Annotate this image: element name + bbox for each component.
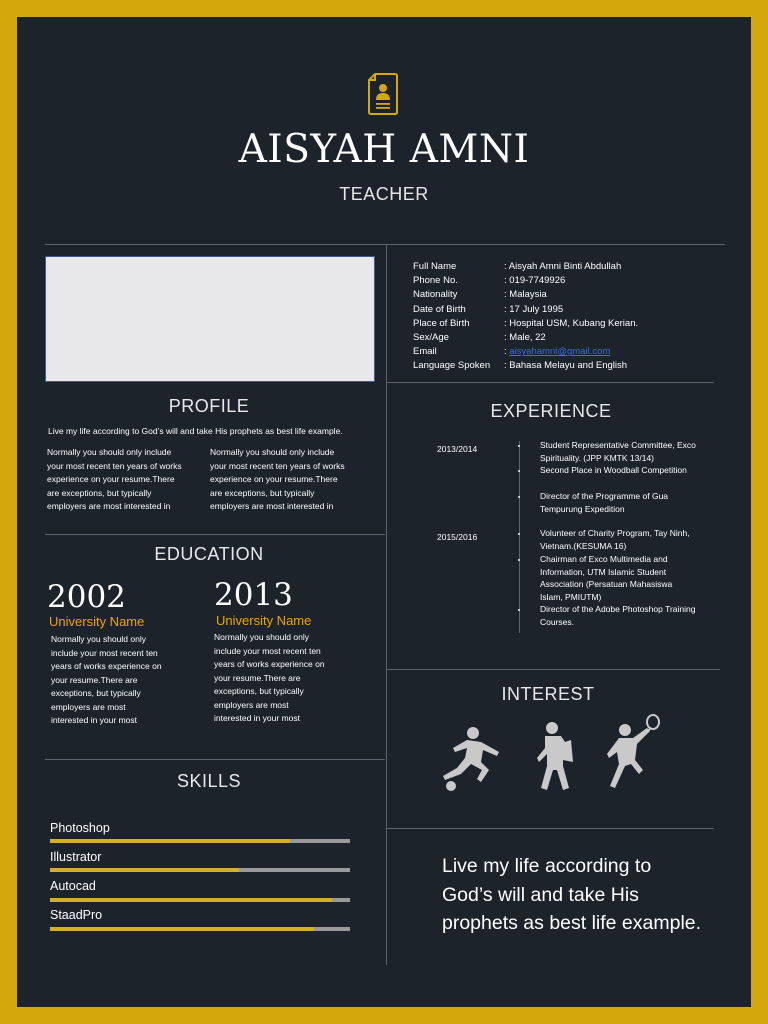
life-motto-quote: Live my life according to God’s will and take His prophets as best life example. [442, 855, 702, 934]
info-row: Language Spoken : Bahasa Melayu and English [413, 360, 628, 372]
info-row: Phone No. : 019-7749926 [413, 275, 566, 287]
skill-label: Autocad [50, 879, 96, 893]
interest-heading: INTEREST [501, 684, 595, 704]
profile-text-col2: Normally you should only include your most recent ten years of works experience on your resume.There are exceptions, but typically employers are most interested in [210, 447, 345, 511]
skills-heading: SKILLS [176, 771, 242, 791]
experience-year: 2015/2016 [437, 532, 478, 542]
info-row: Nationality : Malaysia [413, 289, 547, 301]
experience-item: Chairman of Exco Multimedia and Information, UTM Islamic Student Association (Persatuan Mahasiswa Islam, PMIUTM) [540, 554, 673, 602]
profile-heading: PROFILE [168, 396, 250, 416]
hiker-icon [535, 720, 577, 792]
info-divider [386, 382, 714, 383]
university-name: University Name [49, 614, 145, 629]
experience-year: 2013/2014 [437, 444, 478, 454]
tennis-player-icon [605, 714, 661, 792]
info-row: Full Name : Aisyah Amni Binti Abdullah [413, 261, 622, 272]
education-divider [45, 759, 385, 760]
profile-divider [45, 534, 385, 535]
skill-bar-fill [50, 839, 290, 843]
info-row: Place of Birth : Hospital USM, Kubang Kerian. [413, 317, 639, 329]
experience-divider [386, 669, 720, 670]
skill-bar [50, 927, 350, 931]
skill-label: StaadPro [50, 908, 103, 922]
education-description: Normally you should only include your most recent ten years of works experience on your resume.There are exceptions, but typically employers are most interested in your most [51, 634, 162, 725]
profile-photo-placeholder [45, 256, 375, 382]
interest-divider [386, 828, 714, 829]
skill-bar [50, 839, 350, 843]
profile-text-col1: Normally you should only include your most recent ten years of works experience on your resume.There are exceptions, but typically employers are most interested in [47, 447, 182, 511]
email-link[interactable]: aisyahamni@gmail.com [509, 346, 611, 358]
skill-bar [50, 868, 350, 872]
education-year: 2002 [47, 579, 126, 615]
university-name: University Name [216, 613, 312, 628]
skill-label: Illustrator [50, 850, 102, 864]
profile-tagline: Live my life according to God’s will and take His prophets as best life example. [48, 426, 343, 436]
info-row: Email : aisyahamni@gmail.com [413, 345, 638, 359]
info-row: Date of Birth : 17 July 1995 [413, 303, 564, 315]
skill-bar-fill [50, 927, 314, 931]
experience-item: Student Representative Committee, Exco Spirituality. (JPP KMTK 13/14) [540, 440, 696, 463]
personal-info [413, 260, 638, 374]
experience-item: Director of the Adobe Photoshop Training Courses. [540, 604, 696, 627]
skill-bar-fill [50, 898, 332, 902]
education-description: Normally you should only include your most recent ten years of works experience on your resume.There are exceptions, but typically employers are most interested in your most [214, 632, 325, 723]
skill-bar [50, 898, 350, 902]
experience-item: Director of the Programme of Gua Tempurung Expedition [540, 491, 669, 514]
education-year: 2013 [214, 577, 293, 613]
experience-item: Second Place in Woodball Competition [540, 465, 687, 475]
column-divider [386, 245, 387, 965]
experience-heading: EXPERIENCE [490, 401, 612, 421]
header-divider [45, 244, 725, 245]
job-title: TEACHER [339, 184, 429, 204]
resume-document-icon [367, 72, 399, 116]
resume-page [17, 17, 751, 1007]
skill-bar-fill [50, 868, 239, 872]
candidate-name: AISYAH AMNI [238, 127, 530, 172]
skill-label: Photoshop [50, 821, 110, 835]
football-player-icon [437, 724, 507, 792]
info-row: Sex/Age : Male, 22 [413, 332, 546, 344]
education-heading: EDUCATION [154, 544, 264, 564]
experience-item: Volunteer of Charity Program, Tay Ninh, Vietnam.(KESUMA 16) [540, 528, 690, 551]
